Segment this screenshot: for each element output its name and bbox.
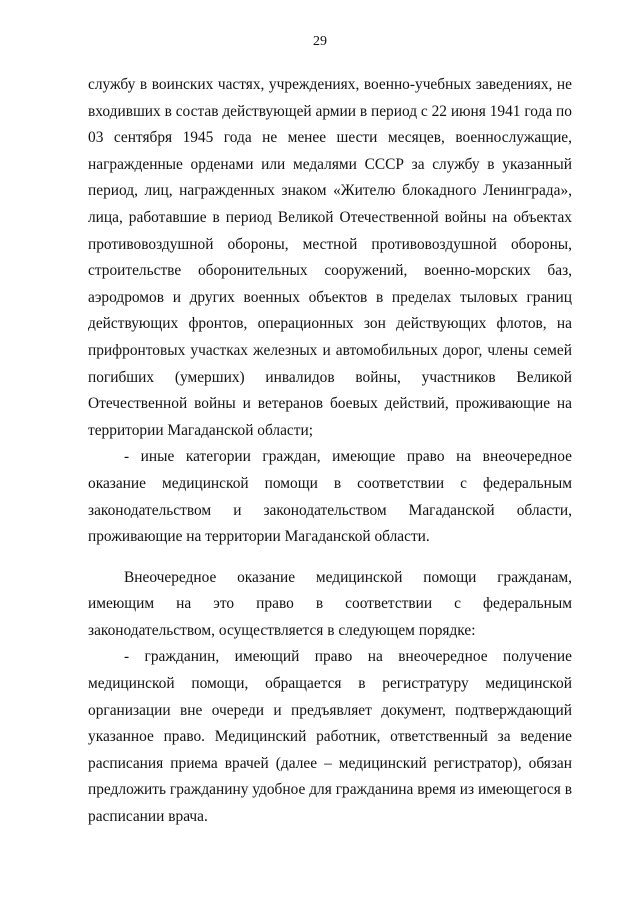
paragraph-procedure-step: - гражданин, имеющий право на внеочередное получение медицинской помощи, обращается в регистратуру медицинской организации вне очереди и предъявляет документ, подтверждающий указанное право. Медицинский работник, ответственный за ведение расписания приема врачей (далее – медицинский регистратор), обязан предложить гражданину удобное для гражданина время из имеющегося в расписании врача. — [88, 648, 572, 826]
paragraph-procedure-intro: Внеочередное оказание медицинской помощи гражданам, имеющим на это право в соответствии с федеральным законодательством, осуществляется в следующем порядке: — [88, 568, 572, 639]
page-number: 29 — [313, 34, 327, 49]
paragraph-continuation: службу в воинских частях, учреждениях, военно-учебных заведениях, не входивших в состав действующей армии в период с 22 июня 1941 года по 03 сентября 1945 года не менее шести месяцев, военнослужащие, награжденные орденами или медалями СССР за службу в указанный период, лиц, награжденных знаком «Жителю блокадного Ленинграда», лица, работавшие в период Великой Отечественной войны на объектах противовоздушной обороны, местной противовоздушной обороны, строительстве оборонительных сооружений, военно-морских баз, аэродромов и других военных объектов в пределах тыловых границ действующих фронтов, операционных зон действующих флотов, на прифронтовых участках железных и автомобильных дорог, члены семей погибших (умерших) инвалидов войны, участников Великой Отечественной войны и ветеранов боевых действий, проживающие на территории Магаданской области; — [88, 76, 572, 439]
paragraph-other-categories: - иные категории граждан, имеющие право на внеочередное оказание медицинской помощи в соответствии с федеральным законодательством и законодательством Магаданской области, проживающие на территории Магаданской области. — [88, 448, 572, 546]
document-body — [88, 72, 572, 831]
